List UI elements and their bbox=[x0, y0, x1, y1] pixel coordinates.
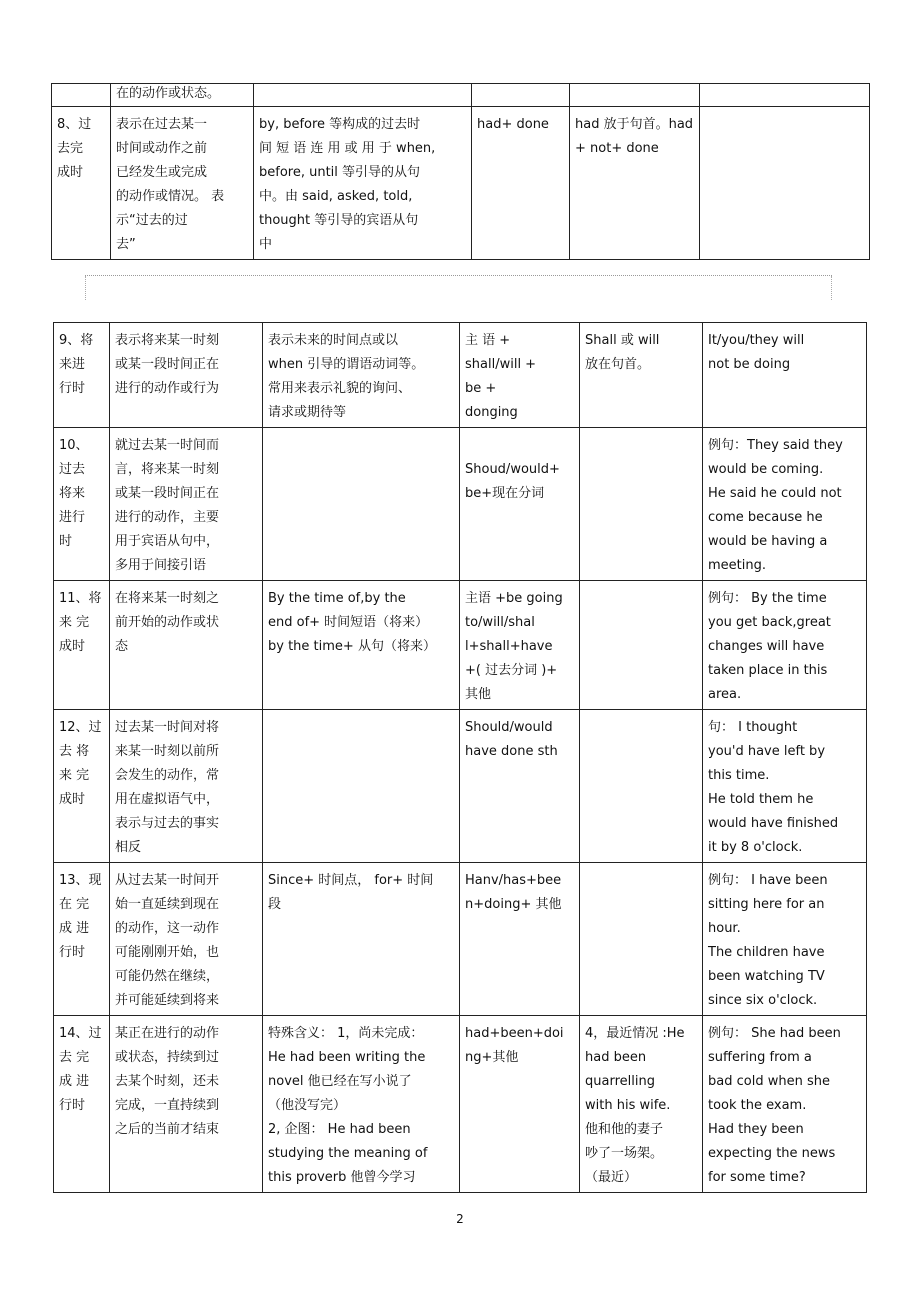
table-cell: Shall 或 will 放在句首。 bbox=[580, 323, 703, 428]
grammar-table-main bbox=[53, 322, 867, 1193]
table-cell: 在将来某一时刻之 前开始的动作或状 态 bbox=[110, 581, 263, 710]
table-cell: By the time of,by the end of+ 时间短语（将来） by the time+ 从句（将来） bbox=[263, 581, 460, 710]
table-cell: 某正在进行的动作 或状态，持续到过 去某个时刻，还未 完成，一直持续到 之后的当前才结束 bbox=[110, 1016, 263, 1193]
table-cell: Should/would have done sth bbox=[460, 710, 580, 863]
table-cell: 在的动作或状态。 bbox=[111, 84, 254, 107]
table-cell: 主语 +be going to/will/shal l+shall+have +( 过去分词 )+ 其他 bbox=[460, 581, 580, 710]
tense-name-cell: 14、过 去 完 成 进 行时 bbox=[54, 1016, 110, 1193]
table-cell: 特殊含义： 1，尚未完成： He had been writing the novel 他已经在写小说了 （他没写完） 2, 企图： He had been studying the meaning of this proverb 他曾今学习 bbox=[263, 1016, 460, 1193]
table-cell bbox=[700, 84, 870, 107]
table-cell: 就过去某一时间而 言，将来某一时刻 或某一段时间正在 进行的动作，主要 用于宾语从句中， 多用于间接引语 bbox=[110, 428, 263, 581]
table-cell: had+been+doi ng+其他 bbox=[460, 1016, 580, 1193]
table-cell bbox=[580, 710, 703, 863]
table-cell: 主 语 + shall/will + be + donging bbox=[460, 323, 580, 428]
tense-name-cell: 13、现 在 完 成 进 行时 bbox=[54, 863, 110, 1016]
table-row bbox=[52, 107, 870, 260]
grammar-table-top bbox=[51, 83, 870, 260]
table-cell bbox=[570, 84, 700, 107]
table-cell bbox=[52, 84, 111, 107]
table-row bbox=[52, 84, 870, 107]
table-cell bbox=[700, 107, 870, 260]
table-cell: had 放于句首。had+ not+ done bbox=[570, 107, 700, 260]
table-row bbox=[54, 1016, 867, 1193]
table-cell: 表示在过去某一 时间或动作之前 已经发生或完成 的动作或情况。 表 示“过去的过 去” bbox=[111, 107, 254, 260]
table-row bbox=[54, 863, 867, 1016]
table-cell bbox=[263, 710, 460, 863]
tense-name-cell: 9、将 来进 行时 bbox=[54, 323, 110, 428]
table-cell: 例句： By the time you get back,great changes will have taken place in this area. bbox=[703, 581, 867, 710]
table-cell bbox=[472, 84, 570, 107]
table-cell bbox=[254, 84, 472, 107]
table-row bbox=[54, 710, 867, 863]
table-cell: had+ done bbox=[472, 107, 570, 260]
table-cell: 从过去某一时间开 始一直延续到现在 的动作，这一动作 可能刚刚开始，也 可能仍然在继续， 并可能延续到将来 bbox=[110, 863, 263, 1016]
table-cell: Since+ 时间点， for+ 时间 段 bbox=[263, 863, 460, 1016]
table-cell bbox=[263, 428, 460, 581]
table-cell: 句： I thought you'd have left by this time. He told them he would have finished it by 8 o'clock. bbox=[703, 710, 867, 863]
table-cell bbox=[580, 581, 703, 710]
tense-name-cell: 10、 过去 将来 进行 时 bbox=[54, 428, 110, 581]
table-row bbox=[54, 428, 867, 581]
table-cell bbox=[580, 863, 703, 1016]
table-cell: 表示将来某一时刻 或某一段时间正在 进行的动作或行为 bbox=[110, 323, 263, 428]
table-cell: Hanv/has+bee n+doing+ 其他 bbox=[460, 863, 580, 1016]
table-row bbox=[54, 581, 867, 710]
page-number: 2 bbox=[456, 1212, 464, 1226]
table-cell: 表示未来的时间点或以 when 引导的谓语动词等。 常用来表示礼貌的询问、 请求或期待等 bbox=[263, 323, 460, 428]
tense-name-cell: 8、过 去完 成时 bbox=[52, 107, 111, 260]
table-cell: 例句： She had been suffering from a bad cold when she took the exam. Had they been expecting the news for some time? bbox=[703, 1016, 867, 1193]
table-cell: 例句： I have been sitting here for an hour. The children have been watching TV since six o'clock. bbox=[703, 863, 867, 1016]
table-row bbox=[54, 323, 867, 428]
table-cell bbox=[580, 428, 703, 581]
table-cell: Shoud/would+ be+现在分词 bbox=[460, 428, 580, 581]
table-cell: 4，最近情况 :He had been quarrelling with his wife. 他和他的妻子 吵了一场架。 （最近） bbox=[580, 1016, 703, 1193]
tense-name-cell: 12、过 去 将 来 完 成时 bbox=[54, 710, 110, 863]
page-divider bbox=[85, 275, 832, 300]
table-cell: by, before 等构成的过去时 间 短 语 连 用 或 用 于 when, before, until 等引导的从句 中。由 said, asked, told, thought 等引导的宾语从句 中 bbox=[254, 107, 472, 260]
table-cell: It/you/they will not be doing bbox=[703, 323, 867, 428]
table-cell: 例句：They said they would be coming. He said he could not come because he would be having a meeting. bbox=[703, 428, 867, 581]
table-cell: 过去某一时间对将 来某一时刻以前所 会发生的动作，常 用在虚拟语气中， 表示与过去的事实 相反 bbox=[110, 710, 263, 863]
tense-name-cell: 11、将 来 完 成时 bbox=[54, 581, 110, 710]
